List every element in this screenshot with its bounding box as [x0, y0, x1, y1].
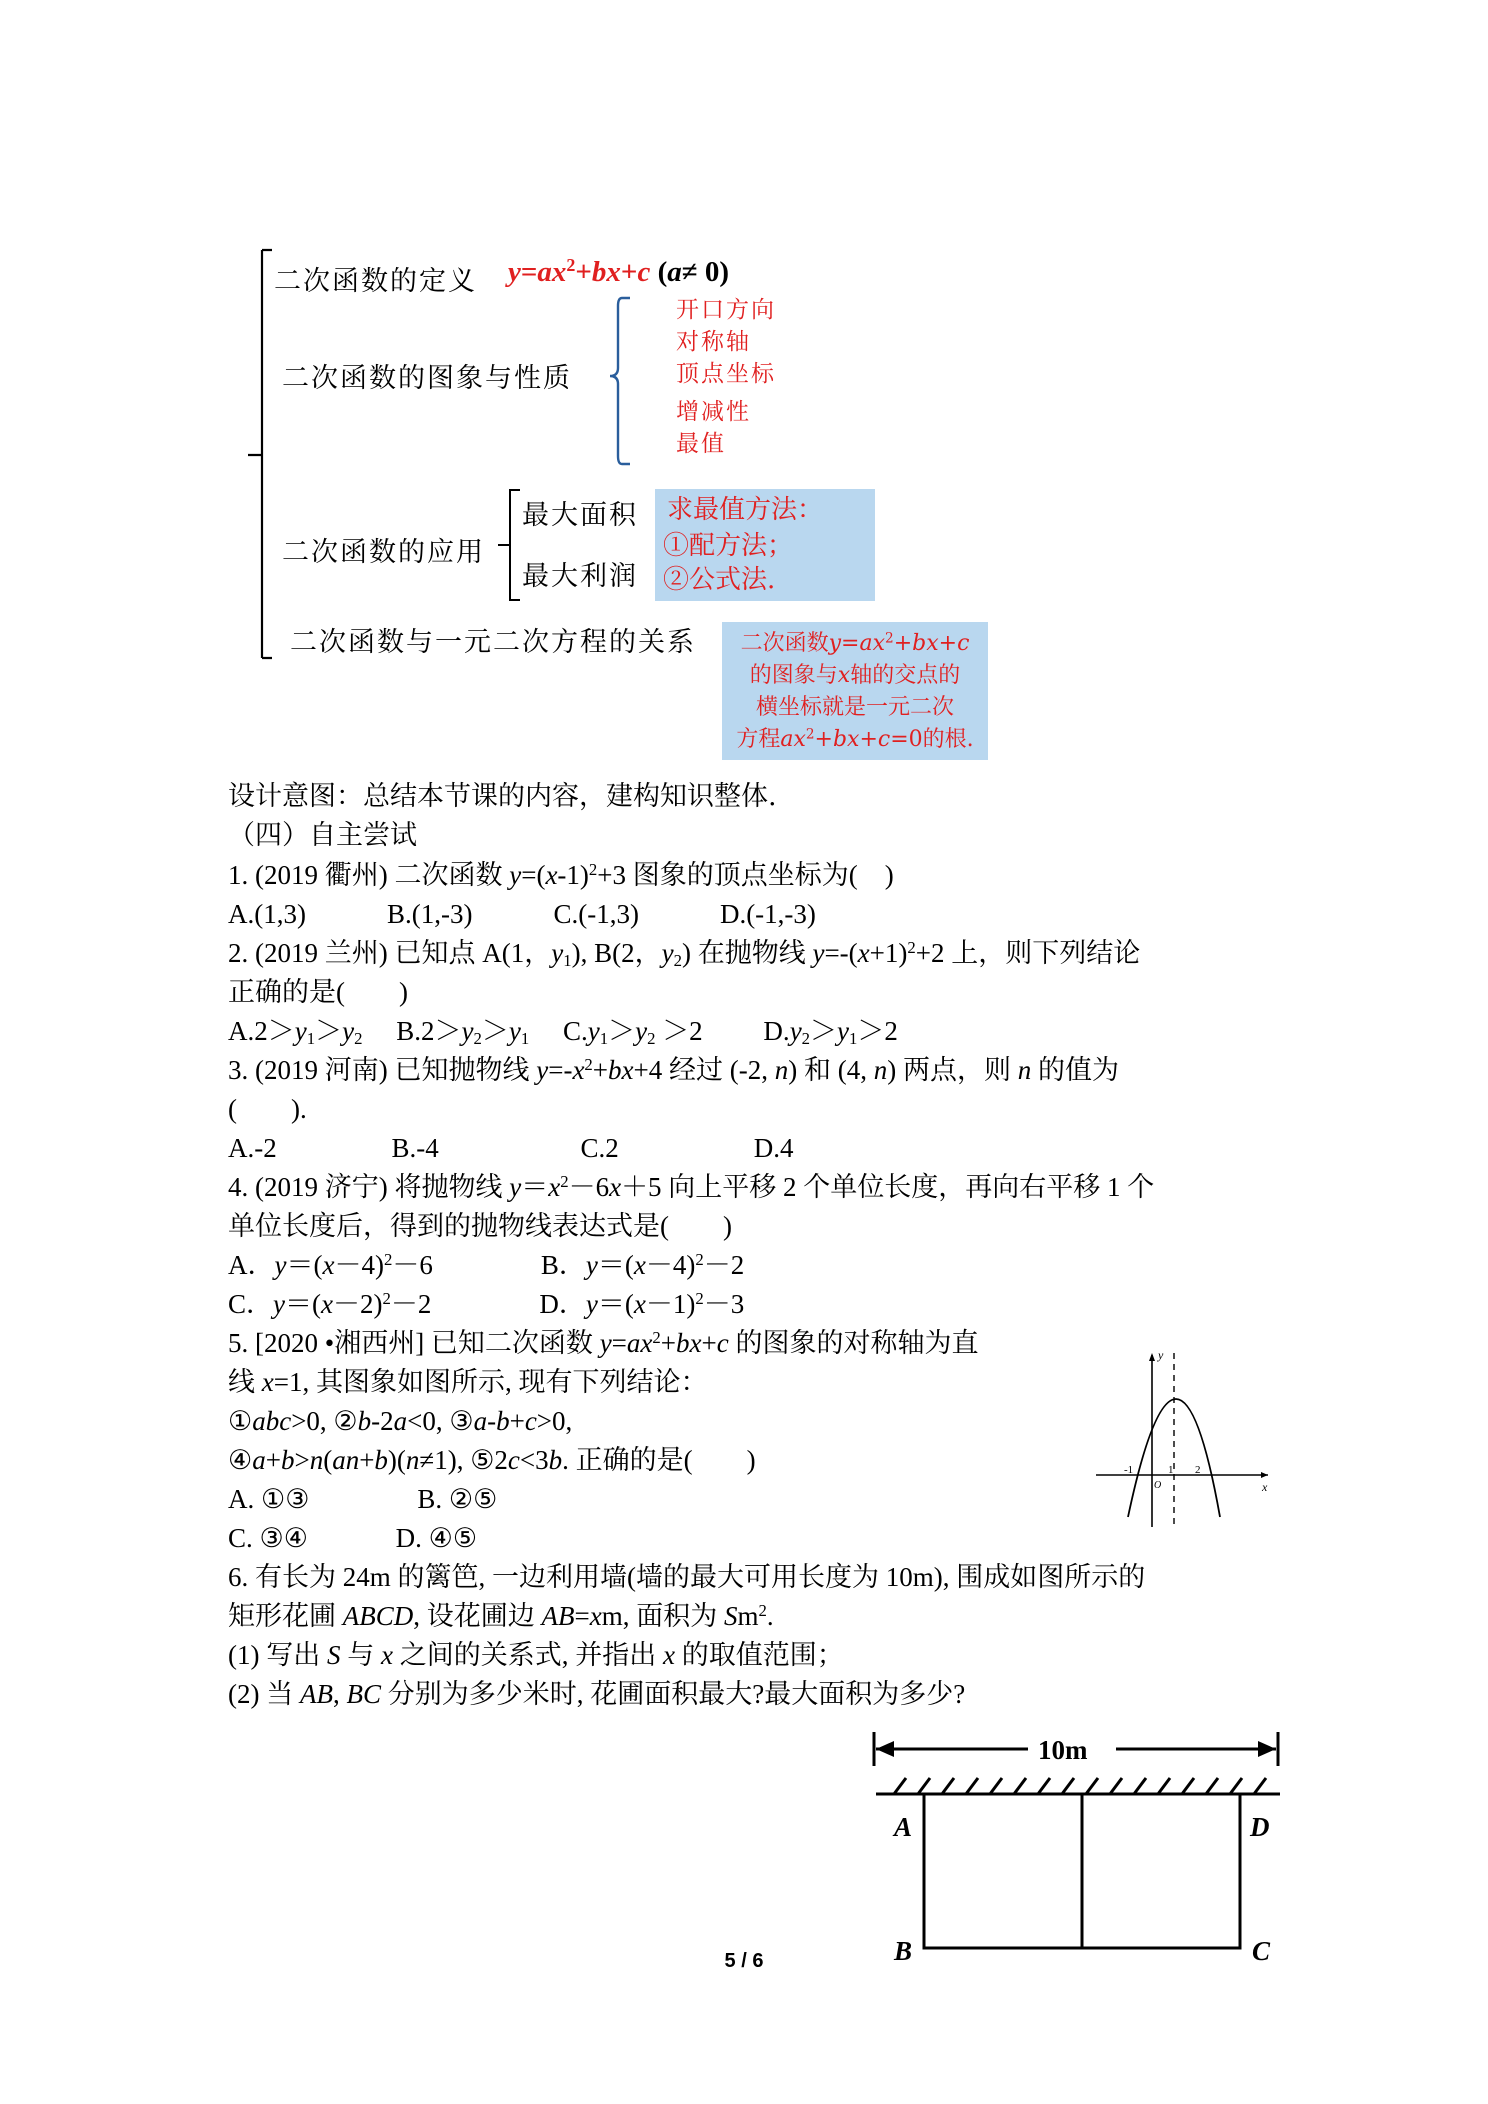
property-item: 对称轴 — [676, 329, 751, 355]
method-item: ①配方法； — [663, 531, 794, 561]
page-number: 5 / 6 — [724, 1950, 764, 1972]
question-line: (2) 当 AB, BC 分别为多少米时, 花圃面积最大?最大面积为多少? — [228, 1679, 966, 1709]
question-line: A. ①③ B. ②⑤ — [228, 1484, 498, 1514]
origin-label: O — [1154, 1480, 1162, 1491]
corner-a: A — [894, 1812, 913, 1842]
tick-two: 2 — [1195, 1464, 1201, 1476]
graph-properties-label: 二次函数的图象与性质 — [282, 363, 572, 394]
question-line: 4. (2019 济宁) 将抛物线 $y=x^2-6x+5$ 向上平移 2 个单位长度，再向右平移 1 个 — [228, 1171, 1155, 1202]
property-item: 增减性 — [676, 399, 751, 425]
tick-minus-one: -1 — [1124, 1464, 1134, 1476]
question-line: 6. 有长为 24m 的篱笆, 一边利用墙(墙的最大可用长度为 10m), 围成如图所示的 — [228, 1562, 1146, 1592]
question-line: C. ③④ D. ④⑤ — [228, 1523, 478, 1553]
question-line: A.(1,3) B.(1,-3) C.(-1,3) D.(-1,-3) — [228, 899, 816, 929]
relation-line: 方程$ax^2+bx+c=0$的根. — [736, 726, 974, 752]
question-line: 单位长度后，得到的抛物线表达式是( ) — [228, 1211, 732, 1241]
question-line: ④a+b>n(an+b)(n≠1), ⑤2c<3b. 正确的是( ) — [228, 1445, 756, 1475]
question-line: C．$y=(x-2)^2-2$ D．$y=(x-1)^2-3$ — [228, 1288, 745, 1319]
relation-line: 二次函数$y=ax^2+bx+c$ — [740, 630, 970, 656]
relation-line: 的图象与x轴的交点的 — [749, 663, 961, 688]
property-item: 最值 — [676, 431, 726, 457]
definition-label: 二次函数的定义 — [274, 266, 477, 297]
question-line: A.-2 B.-4 C.2 D.4 — [228, 1133, 794, 1163]
tick-one: 1 — [1168, 1464, 1174, 1476]
question-line: $A.2>y_1>y_2$ $B.2>y_2>y_1$ $C.y_1>y_2 >2$ $D.y_2>y_1>2$ — [228, 1016, 898, 1049]
property-item: 顶点坐标 — [676, 361, 776, 387]
method-box — [655, 489, 875, 601]
question-line: A．$y=(x-4)^2-6$ B．$y=(x-4)^2-2$ — [228, 1249, 745, 1280]
method-item: ②公式法. — [663, 565, 776, 595]
x-axis-label: x — [1262, 1480, 1268, 1494]
relation-box — [722, 622, 988, 760]
x-axis-arrow — [1261, 1472, 1268, 1478]
property-item: 开口方向 — [676, 297, 776, 323]
garden-figure — [860, 1718, 1290, 1972]
corner-b: B — [894, 1936, 913, 1966]
method-title: 求最值方法： — [667, 495, 824, 525]
application-label: 二次函数的应用 — [282, 537, 485, 568]
question-line: (1) 写出 S 与 x 之间的关系式, 并指出 x 的取值范围； — [228, 1640, 844, 1670]
question-line: 5. [2020 •湘西州] 已知二次函数 $y=ax^2+bx+c$ 的图象的对称轴为直 — [228, 1327, 979, 1358]
application-item: 最大面积 — [522, 500, 638, 531]
relation-label: 二次函数与一元二次方程的关系 — [290, 627, 696, 658]
section-title: （四）自主尝试 — [228, 820, 417, 851]
question-line: 1. (2019 衢州) 二次函数 $y=(x-1)^2+3$ 图象的顶点坐标为( ) — [228, 859, 894, 890]
question-line: ①abc>0, ②b-2a<0, ③a-b+c>0, — [228, 1406, 573, 1436]
question-line: 2. (2019 兰州) 已知点 A(1，$y_1$), B(2，$y_2$) 在抛物线 $y=-(x+1)^2+2$ 上，则下列结论 — [228, 937, 1141, 971]
question-line: 正确的是( ) — [228, 977, 408, 1007]
design-intent: 设计意图：总结本节课的内容，建构知识整体. — [228, 781, 777, 812]
y-axis-label: y — [1158, 1348, 1164, 1362]
question-line: 线 x=1, 其图象如图所示, 现有下列结论： — [228, 1367, 708, 1397]
question-line: 3. (2019 河南) 已知抛物线 $y=-x^2+bx+4$ 经过 (-2, n) 和 (4, n) 两点，则 n 的值为 — [228, 1054, 1119, 1085]
wall-length-label: 10m — [1038, 1735, 1088, 1765]
formula-condition: (a≠ 0) — [657, 256, 730, 288]
formula-text: $y=ax^2+bx+c$ — [508, 255, 651, 288]
wall-hatching — [894, 1778, 1266, 1794]
corner-d: D — [1250, 1812, 1270, 1842]
question-line: ( ). — [228, 1094, 307, 1124]
corner-c: C — [1252, 1936, 1271, 1966]
relation-line: 横坐标就是一元二次 — [755, 695, 954, 720]
question-line: 矩形花圃 ABCD, 设花圃边 AB=xm, 面积为 Sm$^2$. — [228, 1600, 774, 1631]
definition-formula — [508, 256, 729, 289]
application-item: 最大利润 — [522, 561, 638, 592]
parabola-figure — [1090, 1345, 1280, 1530]
y-axis-arrow — [1149, 1353, 1155, 1361]
